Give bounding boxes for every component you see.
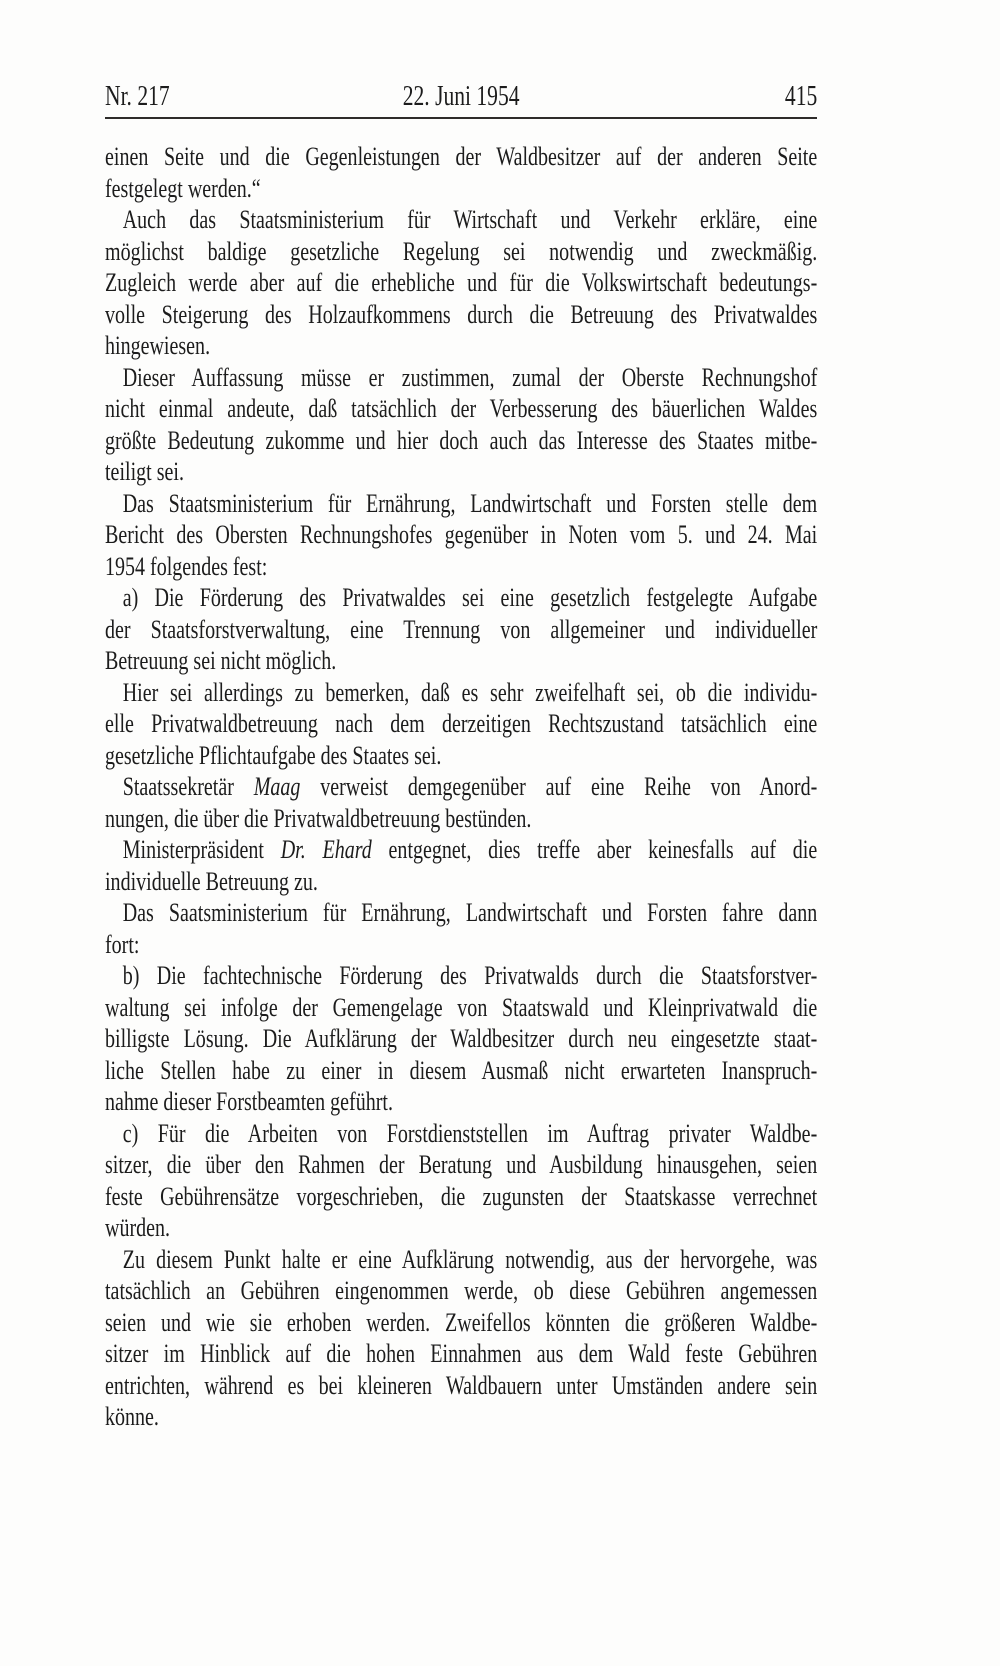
text-line: nungen, die über die Privatwaldbetreuung bestünden. (105, 803, 532, 833)
text-line: gesetzliche Pflichtaufgabe des Staates sei. (105, 740, 442, 770)
text-line: hingewiesen. (105, 331, 211, 360)
text-line: Hier sei allerdings zu bemerken, daß es sehr zweifelhaft sei, ob die individu- (122, 677, 818, 707)
text-line: Zu diesem Punkt halte er eine Aufklärung notwendig, aus der hervorgehe, was (122, 1244, 818, 1274)
paragraph (105, 141, 817, 204)
header-rule (105, 117, 817, 119)
page-header (105, 82, 817, 116)
text-line: waltung sei infolge der Gemengelage von Staatswald und Kleinprivatwald die (105, 992, 818, 1022)
text-line: fort: (105, 929, 140, 959)
text-line: Zugleich werde aber auf die erhebliche und für die Volkswirtschaft bedeutungs- (105, 268, 818, 297)
text-line: festgelegt werden.“ (105, 173, 261, 203)
paragraph (105, 771, 817, 834)
text-line: entrichten, während es bei kleineren Waldbauern unter Umständen andere sein (105, 1370, 818, 1400)
text-line: teiligt sei. (105, 457, 184, 486)
text-line: Bericht des Obersten Rechnungshofes gegenüber in Noten vom 5. und 24. Mai (105, 520, 818, 549)
paragraph (105, 677, 817, 772)
paragraph (105, 362, 817, 488)
text-line: volle Steigerung des Holzaufkommens durch die Betreuung des Privatwaldes (105, 299, 818, 329)
paragraph (105, 582, 817, 677)
paragraph (105, 960, 817, 1118)
text-line: der Staatsforstverwaltung, eine Trennung von allgemeiner und individueller (105, 614, 818, 644)
page-number: 415 (784, 81, 818, 112)
text-line: nicht einmal andeute, daß tatsächlich der Verbesserung des bäuerlichen Waldes (105, 394, 818, 423)
issue-number: Nr. 217 (105, 81, 170, 112)
text-line: möglichst baldige gesetzliche Regelung sei notwendig und zweckmäßig. (105, 236, 818, 266)
text-line: individuelle Betreuung zu. (105, 866, 318, 896)
text-line: a) Die Förderung des Privatwaldes sei eine gesetzlich festgelegte Aufgabe (122, 583, 818, 612)
page-body (105, 141, 817, 1433)
text-line: Dieser Auffassung müsse er zustimmen, zumal der Oberste Rechnungshof (122, 362, 818, 392)
text-line: elle Privatwaldbetreuung nach dem derzeitigen Rechtszustand tatsächlich eine (105, 709, 818, 738)
text-line: Auch das Staatsministerium für Wirtschaft und Verkehr erkläre, eine (122, 205, 818, 234)
paragraph (105, 204, 817, 362)
text-line: könne. (105, 1402, 159, 1431)
paragraph (105, 897, 817, 960)
text-line: feste Gebührensätze vorgeschrieben, die zugunsten der Staatskasse verrechnet (105, 1181, 818, 1211)
text-line: sitzer im Hinblick auf die hohen Einnahmen aus dem Wald feste Gebühren (105, 1339, 818, 1368)
text-line: Betreuung sei nicht möglich. (105, 646, 337, 675)
text-line: Ministerpräsident Dr. Ehard entgegnet, dies treffe aber keinesfalls auf die (122, 835, 818, 864)
text-line: c) Für die Arbeiten von Forstdienststellen im Auftrag privater Waldbe- (122, 1118, 818, 1148)
text-line: sitzer, die über den Rahmen der Beratung und Ausbildung hinausgehen, seien (105, 1150, 818, 1179)
text-line: würden. (105, 1213, 171, 1242)
text-line: einen Seite und die Gegenleistungen der Waldbesitzer auf der anderen Seite (105, 142, 818, 171)
header-date: 22. Juni 1954 (402, 81, 520, 112)
text-line: billigste Lösung. Die Aufklärung der Waldbesitzer durch neu eingesetzte staat- (105, 1024, 818, 1053)
paragraph (105, 1244, 817, 1433)
text-line: 1954 folgendes fest: (105, 551, 268, 581)
paragraph (105, 834, 817, 897)
text-line: Staatssekretär Maag verweist demgegenüber auf eine Reihe von Anord- (122, 772, 818, 801)
text-line: Das Saatsministerium für Ernährung, Landwirtschaft und Forsten fahre dann (122, 898, 818, 927)
text-line: Das Staatsministerium für Ernährung, Landwirtschaft und Forsten stelle dem (122, 488, 818, 518)
text-line: nahme dieser Forstbeamten geführt. (105, 1087, 393, 1116)
text-line: liche Stellen habe zu einer in diesem Ausmaß nicht erwarteten Inanspruch- (105, 1055, 818, 1085)
text-line: b) Die fachtechnische Förderung des Privatwalds durch die Staatsforstver- (122, 961, 818, 990)
text-line: seien und wie sie erhoben werden. Zweifellos könnten die größeren Waldbe- (105, 1307, 818, 1337)
paragraph (105, 1118, 817, 1244)
paragraph (105, 488, 817, 583)
text-line: größte Bedeutung zukomme und hier doch auch das Interesse des Staates mitbe- (105, 425, 818, 455)
text-line: tatsächlich an Gebühren eingenommen werde, ob diese Gebühren angemessen (105, 1276, 818, 1305)
